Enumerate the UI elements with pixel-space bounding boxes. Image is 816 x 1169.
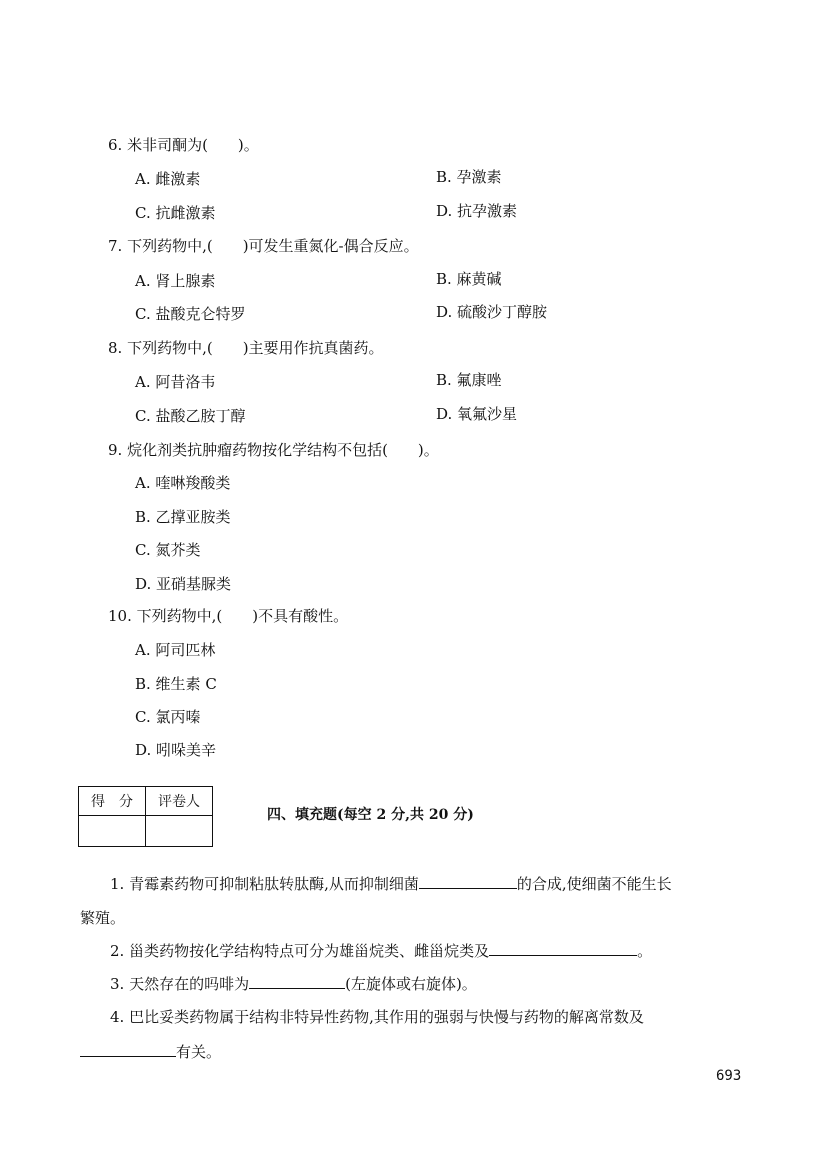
fill-text: 有关。	[176, 1043, 222, 1061]
fill-item	[110, 874, 672, 894]
option-c: C. 氮芥类	[135, 541, 201, 559]
fill-text: 3. 天然存在的吗啡为	[110, 975, 250, 993]
question-stem: 6. 米非司酮为( )。	[108, 136, 259, 154]
fill-continuation: 繁殖。	[80, 909, 126, 927]
answer-blank[interactable]	[80, 1042, 176, 1057]
grader-field[interactable]	[146, 816, 213, 847]
option-a: A. 肾上腺素	[135, 272, 216, 290]
option-b: B. 孕激素	[436, 168, 502, 186]
option-b: B. 氟康唑	[436, 371, 502, 389]
option-c: C. 盐酸乙胺丁醇	[135, 407, 246, 425]
fill-text: 1. 青霉素药物可抑制粘肽转肽酶,从而抑制细菌	[110, 875, 419, 893]
fill-text: 。	[637, 942, 653, 960]
score-box	[78, 786, 213, 847]
section-title: 四、填充题(每空 2 分,共 20 分)	[267, 807, 474, 823]
fill-text: 2. 甾类药物按化学结构特点可分为雄甾烷类、雌甾烷类及	[110, 942, 490, 960]
question-stem: 9. 烷化剂类抗肿瘤药物按化学结构不包括( )。	[108, 441, 439, 459]
option-b: B. 维生素 C	[135, 675, 217, 693]
fill-item	[110, 1007, 644, 1027]
page-number: 693	[716, 1068, 742, 1084]
option-b: B. 麻黄碱	[436, 270, 502, 288]
fill-text: (左旋体或右旋体)。	[345, 975, 477, 993]
option-d: D. 亚硝基脲类	[135, 575, 232, 593]
option-b: B. 乙撑亚胺类	[135, 508, 231, 526]
option-a: A. 阿昔洛韦	[135, 373, 216, 391]
option-a: A. 雌激素	[135, 170, 201, 188]
score-label: 得 分	[79, 787, 146, 816]
question-stem: 7. 下列药物中,( )可发生重氮化-偶合反应。	[108, 237, 419, 255]
option-d: D. 氧氟沙星	[436, 405, 518, 423]
fill-text: 的合成,使细菌不能生长	[516, 875, 672, 893]
option-c: C. 抗雌激素	[135, 204, 216, 222]
option-c: C. 氯丙嗪	[135, 708, 201, 726]
option-a: A. 喹啉羧酸类	[135, 474, 231, 492]
option-c: C. 盐酸克仑特罗	[135, 305, 246, 323]
fill-text: 4. 巴比妥类药物属于结构非特异性药物,其作用的强弱与快慢与药物的解离常数及	[110, 1008, 644, 1026]
fill-continuation	[80, 1042, 221, 1062]
fill-item	[110, 941, 652, 961]
grader-label: 评卷人	[146, 787, 213, 816]
option-d: D. 硫酸沙丁醇胺	[436, 303, 548, 321]
option-d: D. 抗孕激素	[436, 202, 518, 220]
answer-blank[interactable]	[419, 874, 517, 889]
fill-item	[110, 974, 477, 994]
question-stem: 8. 下列药物中,( )主要用作抗真菌药。	[108, 339, 384, 357]
score-field[interactable]	[79, 816, 146, 847]
answer-blank[interactable]	[489, 941, 637, 956]
option-d: D. 吲哚美辛	[135, 741, 217, 759]
option-a: A. 阿司匹林	[135, 641, 216, 659]
question-stem: 10. 下列药物中,( )不具有酸性。	[108, 607, 349, 625]
answer-blank[interactable]	[249, 974, 345, 989]
